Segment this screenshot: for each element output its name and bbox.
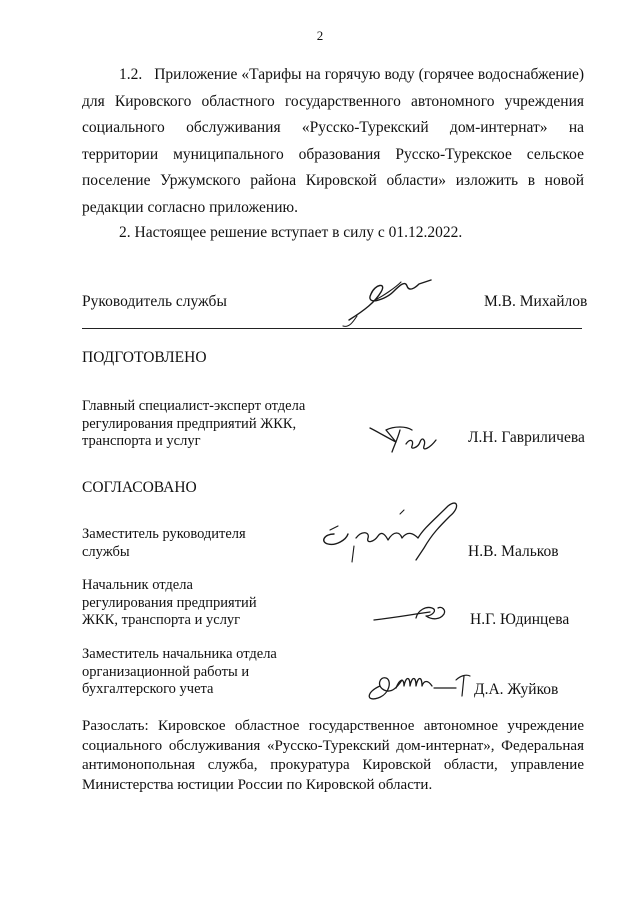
prepared-position-line: Главный специалист-эксперт отдела (82, 398, 306, 414)
prepared-heading: ПОДГОТОВЛЕНО (82, 349, 207, 366)
agreed-position-line: ЖКК, транспорта и услуг (82, 612, 241, 628)
agreed-signer-2-name: Н.Г. Юдинцева (470, 611, 570, 628)
distribution-list: Разослать: Кировское областное государственное автономное учреждение социального обслуживания «Русско-Турекский дом-интернат», Федеральная антимонопольная служба, прокуратура Кировской области, управление Министерства юстиции России по Кировской области. (82, 718, 584, 793)
agreed-position-line: регулирования предприятий (82, 594, 257, 611)
agreed-signer-2-position (82, 577, 257, 630)
head-title: Руководитель службы (82, 293, 227, 310)
prepared-signature-image (366, 418, 446, 458)
head-signature-line (82, 328, 582, 329)
agreed-signer-2-signature-image (370, 598, 460, 628)
agreed-position-line: бухгалтерского учета (82, 681, 214, 697)
agreed-position-line: Начальник отдела (82, 577, 193, 593)
head-name: М.В. Михайлов (484, 293, 588, 310)
agreed-signer-1-name: Н.В. Мальков (468, 543, 559, 560)
agreed-heading: СОГЛАСОВАНО (82, 479, 197, 496)
clause-1-2 (82, 62, 584, 222)
agreed-position-line: Заместитель начальника отдела (82, 646, 277, 662)
agreed-position-line: службы (82, 543, 130, 560)
head-signature-image (335, 270, 445, 330)
agreed-position-line: организационной работы и (82, 663, 250, 680)
prepared-position-line: регулирования предприятий ЖКК, (82, 415, 297, 432)
clause-1-2-number: 1.2. (119, 66, 143, 83)
agreed-signer-3-signature-image (362, 666, 492, 706)
agreed-position-line: Заместитель руководителя (82, 526, 246, 542)
agreed-signer-1-position (82, 526, 246, 561)
prepared-name: Л.Н. Гавриличева (468, 429, 585, 446)
clause-1-2-text: Приложение «Тарифы на горячую воду (горячее водоснабжение) для Кировского областного государственного автономного учреждения социального обслуживания «Русско-Турекский дом-интернат» на территории муниципального образования Русско-Турекское сельское поселение Уржумского района Кировской области» изложить в новой редакции согласно приложению. (82, 66, 584, 216)
prepared-position (82, 398, 305, 451)
agreed-signer-1-signature-image (312, 500, 472, 570)
agreed-signer-3-position (82, 646, 277, 699)
agreed-signer-3-name: Д.А. Жуйков (474, 681, 559, 698)
clause-2: 2. Настоящее решение вступает в силу с 01.12.2022. (119, 224, 463, 241)
page-number: 2 (316, 28, 324, 43)
prepared-position-line: транспорта и услуг (82, 433, 201, 449)
